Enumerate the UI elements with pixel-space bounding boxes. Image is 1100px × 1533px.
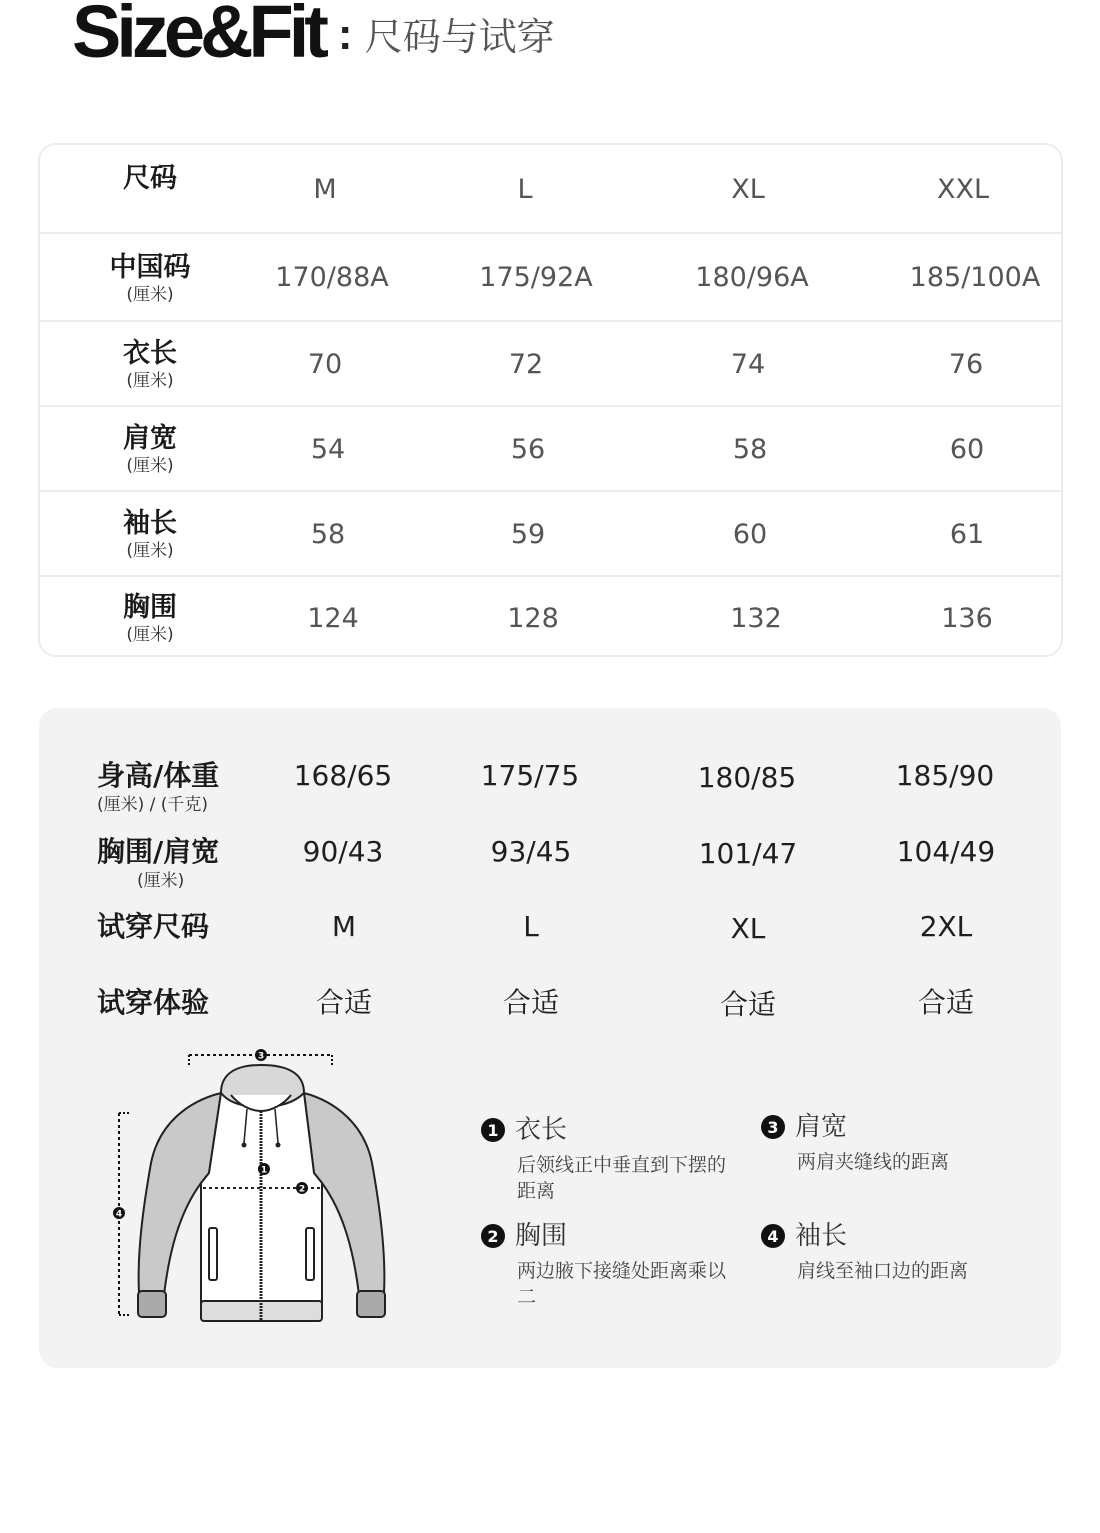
try-on-value: 90/43: [302, 835, 384, 868]
table-cell: 56: [510, 433, 546, 465]
row-label-text: 肩宽: [123, 423, 177, 454]
legend-item: [481, 1220, 727, 1310]
row-label: [80, 234, 220, 321]
try-on-value: 合适: [917, 986, 974, 1019]
try-on-value: 合适: [315, 986, 372, 1019]
try-on-value: 2XL: [919, 910, 973, 943]
try-on-value: M: [331, 910, 357, 943]
table-cell: 132: [730, 602, 782, 634]
try-on-panel: [39, 708, 1061, 1368]
table-cell: 60: [949, 433, 985, 465]
table-row: [40, 322, 1061, 406]
try-on-value: L: [523, 910, 539, 943]
legend-title: 肩宽: [795, 1112, 848, 1142]
legend-number-badge: 1: [481, 1118, 505, 1142]
svg-text:1: 1: [260, 1165, 268, 1176]
hoodie-jacket-diagram-icon: [109, 1043, 409, 1333]
legend-title: 袖长: [795, 1221, 848, 1251]
legend-description: 后领线正中垂直到下摆的距离: [517, 1154, 727, 1202]
try-on-value: 175/75: [480, 759, 580, 792]
size-header-m: M: [313, 173, 337, 205]
table-row: [40, 492, 1061, 576]
try-on-value: 168/65: [293, 759, 393, 792]
table-cell: 72: [508, 348, 544, 380]
row-label: [80, 322, 220, 406]
try-on-value: 180/85: [697, 761, 797, 794]
table-cell: 136: [941, 602, 993, 634]
table-cell: 70: [307, 348, 343, 380]
try-on-row-label-text: 身高/体重: [97, 759, 220, 792]
table-cell: 54: [310, 433, 346, 465]
table-cell: 180/96A: [695, 262, 809, 293]
row-label-unit: (厘米): [126, 625, 174, 645]
table-cell: 58: [732, 433, 768, 465]
title-subtitle: 尺码与试穿: [364, 15, 555, 59]
try-on-row-label: [97, 985, 209, 1021]
try-on-value: 104/49: [896, 835, 996, 868]
svg-text:2: 2: [298, 1184, 306, 1195]
table-cell: 128: [507, 602, 559, 634]
title-main: Size&Fit: [72, 0, 324, 73]
legend-item: [761, 1220, 1007, 1284]
try-on-value: XL: [730, 912, 766, 945]
table-row: [40, 577, 1061, 657]
row-label-unit: (厘米): [126, 456, 174, 476]
try-on-value: 合适: [502, 986, 559, 1019]
table-cell: 170/88A: [275, 262, 389, 293]
legend-title: 衣长: [515, 1115, 568, 1145]
row-label-text: 中国码: [109, 251, 191, 283]
try-on-row-label: [97, 834, 219, 892]
table-cell: 185/100A: [909, 262, 1041, 293]
legend-description: 肩线至袖口边的距离: [797, 1260, 969, 1282]
legend-item: [761, 1111, 1007, 1175]
row-label-text: 胸围: [123, 592, 177, 623]
table-cell: 175/92A: [479, 262, 593, 293]
try-on-row-label: [97, 909, 209, 945]
size-header-l: L: [517, 173, 533, 205]
legend-number-badge: 2: [481, 1224, 505, 1248]
try-on-value: 93/45: [490, 835, 572, 868]
marker-4: [113, 1207, 125, 1220]
row-label: [80, 407, 220, 491]
row-label-text: 衣长: [123, 338, 177, 369]
table-cell: 74: [730, 348, 766, 380]
row-label-unit: (厘米): [126, 541, 174, 561]
row-label: [80, 577, 220, 657]
try-on-row-label-unit: (厘米) / (千克): [97, 795, 209, 815]
row-label-unit: (厘米): [126, 371, 174, 391]
row-label-unit: (厘米): [126, 284, 174, 305]
try-on-row-label: [97, 758, 219, 816]
try-on-value: 101/47: [698, 837, 798, 870]
size-table-header-row: [40, 145, 1061, 233]
title-colon: :: [337, 10, 353, 59]
table-cell: 58: [310, 518, 346, 550]
table-row: [40, 407, 1061, 491]
legend-title: 胸围: [515, 1221, 568, 1251]
legend-description: 两肩夹缝线的距离: [797, 1151, 950, 1173]
svg-text:4: 4: [115, 1209, 123, 1220]
try-on-row-label-unit: (厘米): [137, 871, 185, 891]
row-label: [80, 492, 220, 576]
try-on-row-label-text: 试穿尺码: [97, 910, 210, 943]
try-on-row-label-text: 胸围/肩宽: [97, 835, 220, 868]
table-cell: 60: [732, 518, 768, 550]
size-header-label: [80, 143, 220, 223]
marker-3: [255, 1049, 267, 1062]
table-cell: 76: [948, 348, 984, 380]
legend-item: [481, 1114, 727, 1204]
table-row: [40, 234, 1061, 321]
table-cell: 59: [510, 518, 546, 550]
size-header-label-text: 尺码: [123, 163, 177, 194]
table-cell: 61: [949, 518, 985, 550]
size-table: [38, 143, 1063, 657]
try-on-row-label-text: 试穿体验: [97, 986, 210, 1019]
svg-text:3: 3: [257, 1051, 265, 1062]
try-on-value: 185/90: [895, 759, 995, 792]
size-header-xxl: XXL: [936, 173, 990, 205]
size-header-xl: XL: [731, 173, 765, 205]
table-cell: 124: [307, 602, 359, 634]
row-label-text: 袖长: [123, 508, 177, 539]
try-on-value: 合适: [719, 988, 776, 1021]
legend-number-badge: 4: [761, 1224, 785, 1248]
legend-description: 两边腋下接缝处距离乘以二: [517, 1260, 727, 1308]
page-title: [72, 0, 555, 73]
legend-number-badge: 3: [761, 1115, 785, 1139]
